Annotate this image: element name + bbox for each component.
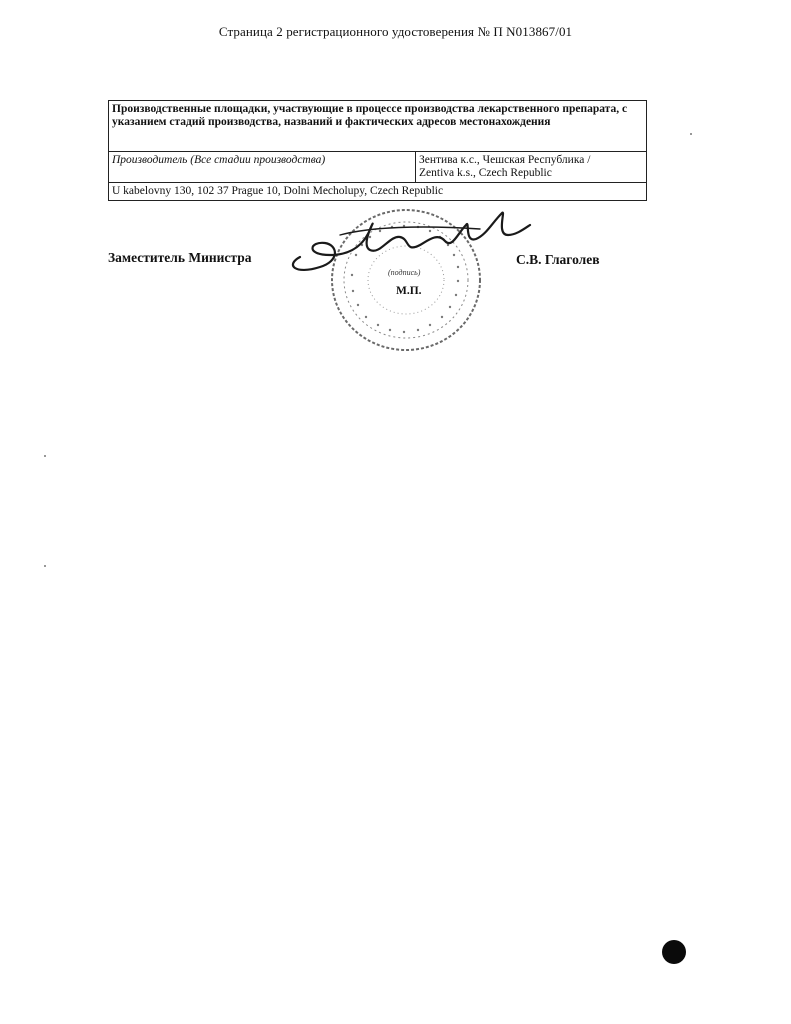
scan-speck — [44, 455, 46, 457]
company-cell — [416, 152, 647, 183]
signatory-name: С.В. Глаголев — [516, 252, 600, 267]
page-header: Страница 2 регистрационного удостоверения № П N013867/01 — [218, 24, 573, 39]
table-row — [109, 101, 647, 152]
table-row — [109, 152, 647, 183]
table-heading-cell: Производственные площадки, участвующие в процессе производства лекарственного препарата, с указанием стадий производства, названий и фактических адресов местонахождения — [109, 101, 647, 152]
address-cell: U kabelovny 130, 102 37 Prague 10, Dolni Mecholupy, Czech Republic — [109, 183, 647, 201]
signatory-title: Заместитель Министра — [108, 250, 252, 265]
company-name-en: Zentiva k.s., Czech Republic — [419, 167, 552, 179]
stamp-place-label: М.П. — [396, 285, 422, 297]
signature-caption: (подпись) — [388, 268, 421, 277]
handwritten-signature — [280, 195, 540, 295]
manufacturer-stage-cell: Производитель (Все стадии производства) — [109, 152, 416, 183]
punch-hole-mark — [662, 940, 686, 964]
manufacturing-sites-table — [108, 100, 647, 201]
scan-speck — [44, 565, 46, 567]
scan-speck — [690, 133, 692, 135]
company-name-ru: Зентива к.с., Чешская Республика / — [419, 154, 591, 166]
